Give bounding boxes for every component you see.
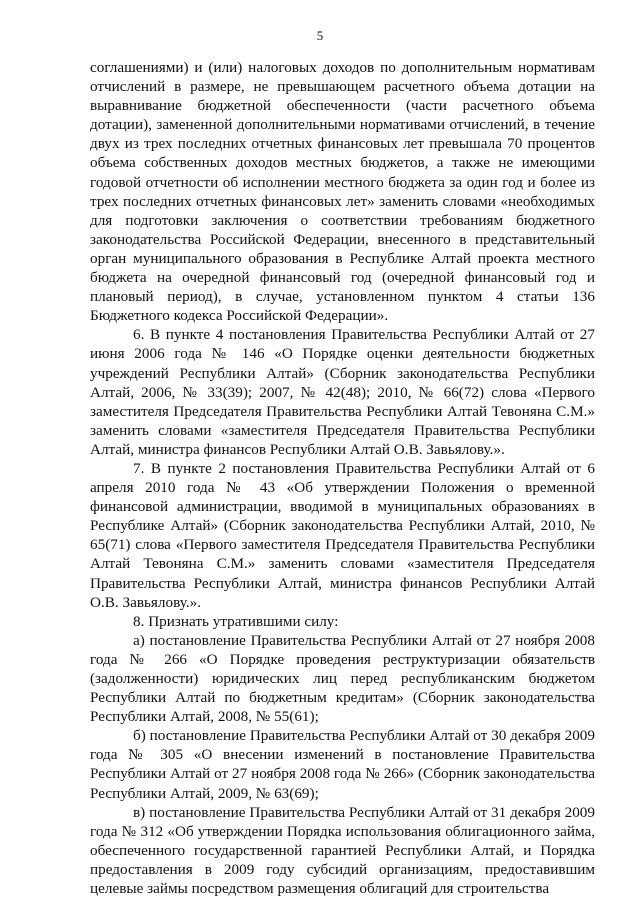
paragraph-subitem-a: а) постановление Правительства Республики Алтай от 27 ноября 2008 года № 266 «О Порядке проведения реструктуризации обязательств (задолженности) юридических лиц перед республиканским бюджетом Республики Алтай по бюджетным кредитам» (Сборник законодательства Республики Алтай, 2008, № 55(61); [90,631,595,726]
document-body [90,58,595,898]
paragraph-item-6: 6. В пункте 4 постановления Правительства Республики Алтай от 27 июня 2006 года № 146 «О Порядке оценки деятельности бюджетных учреждений Республики Алтай» (Сборник законодательства Республики Алтай, 2006, № 33(39); 2007, № 42(48); 2010, № 66(72) слова «Первого заместителя Председателя Правительства Республики Алтай Тевоняна С.М.» заменить словами «заместителя Председателя Правительства Республики Алтай, министра финансов Республики Алтай О.В. Завьялову.». [90,326,595,458]
paragraph-subitem-b: б) постановление Правительства Республики Алтай от 30 декабря 2009 года № 305 «О внесении изменений в постановление Правительства Республики Алтай от 27 ноября 2008 года № 266» (Сборник законодательства Республики Алтай, 2009, № 63(69); [90,727,595,802]
paragraph-subitem-v: в) постановление Правительства Республики Алтай от 31 декабря 2009 года № 312 «Об утверждении Порядка использования облигационного займа, обеспеченного государственной гарантией Республики Алтай, и Порядка предоставления в 2009 году субсидий организациям, предоставившим целевые займы посредством размещения облигаций для строительства [90,803,595,898]
paragraph-item-7: 7. В пункте 2 постановления Правительства Республики Алтай от 6 апреля 2010 года № 43 «Об утверждении Положения о временной финансовой администрации, вводимой в муниципальных образованиях в Республике Алтай» (Сборник законодательства Республики Алтай, 2010, № 65(71) слова «Первого заместителя Председателя Правительства Республики Алтай Тевоняна С.М.» заменить словами «заместителя Председателя Правительства Республики Алтай, министра финансов Республики Алтай О.В. Завьялову.». [90,459,595,611]
paragraph-item-8: 8. Признать утратившими силу: [133,612,339,630]
paragraph-continuation: соглашениями) и (или) налоговых доходов по дополнительным нормативам отчислений в размере, не превышающем расчетного объема дотации на выравнивание бюджетной обеспеченности (части расчетного объема дотации), замененной дополнительными нормативами отчислений, в течение двух из трех последних отчетных финансовых лет превышала 70 процентов объема собственных доходов местных бюджетов, а также не имеющими годовой отчетности об исполнении местного бюджета за один год и более из трех последних отчетных финансовых лет» заменить словами «необходимых для подготовки заключения о соответствии требованиям бюджетного законодательства Российской Федерации, внесенного в представительный орган муниципального образования в Республике Алтай проекта местного бюджета на очередной финансовый год (очередной финансовый год и плановый период), в случае, установленном пунктом 4 статьи 136 Бюджетного кодекса Российской Федерации». [90,59,595,325]
page-number: 5 [316,28,324,43]
